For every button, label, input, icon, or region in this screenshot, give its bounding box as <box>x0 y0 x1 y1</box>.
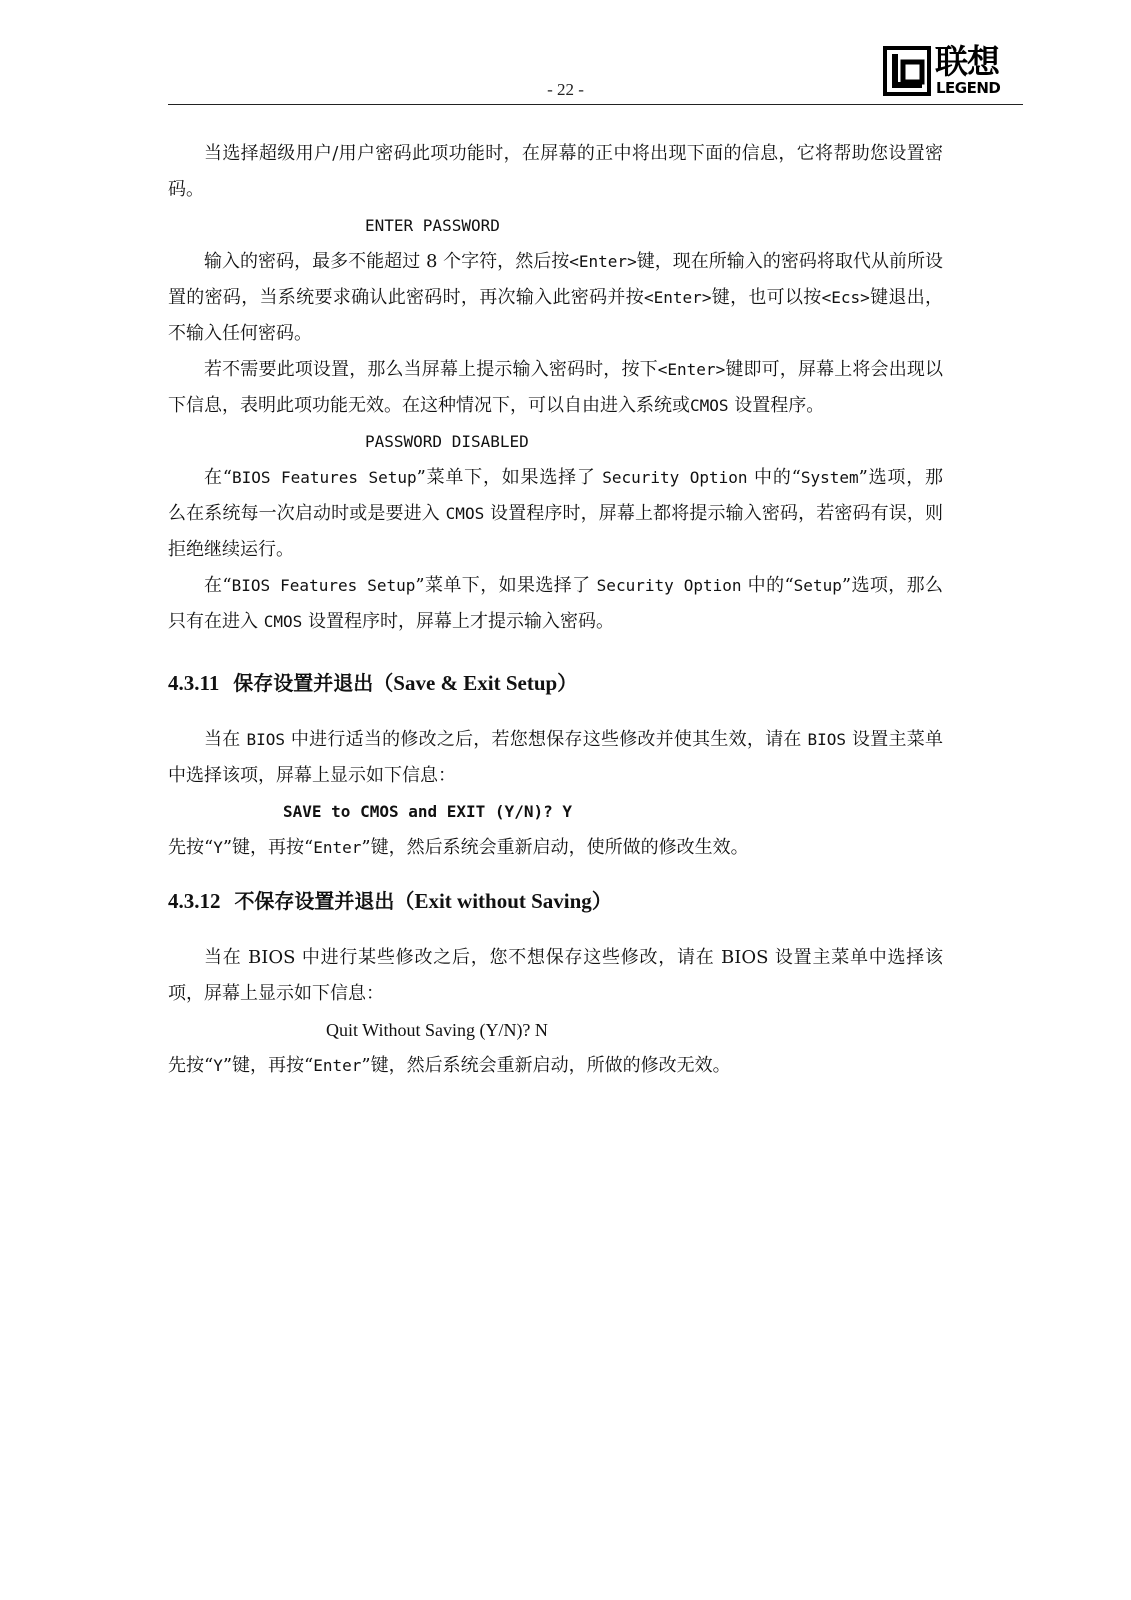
enter-password-message: ENTER PASSWORD <box>365 216 500 235</box>
paragraph: 当选择超级用户/用户密码此项功能时，在屏幕的正中将出现下面的信息，它将帮助您设置密码。 <box>168 143 943 200</box>
legend-logo <box>883 42 1023 100</box>
paragraph: 输入的密码，最多不能超过 8 个字符，然后按<Enter>键，现在所输入的密码将取代从前所设置的密码，当系统要求确认此密码时，再次输入此密码并按<Enter>键，也可以按<Ecs>键退出，不输入任何密码。 <box>168 251 944 344</box>
header-rule <box>168 104 1023 105</box>
paragraph: 先按“Y”键，再按“Enter”键，然后系统会重新启动，所做的修改无效。 <box>168 1055 731 1076</box>
section-heading-4-3-11: 4.3.11 保存设置并退出（Save & Exit Setup） <box>168 671 578 695</box>
save-exit-message: SAVE to CMOS and EXIT (Y/N)? Y <box>283 802 572 821</box>
paragraph: 在“BIOS Features Setup”菜单下，如果选择了 Security Option 中的“System”选项，那么在系统每一次启动时或是要进入 CMOS 设置程序时，屏幕上都将提示输入密码，若密码有误，则拒绝继续运行。 <box>168 467 943 560</box>
password-disabled-message: PASSWORD DISABLED <box>365 432 529 451</box>
legend-logo-mark-icon <box>883 46 931 96</box>
paragraph: 先按“Y”键，再按“Enter”键，然后系统会重新启动，使所做的修改生效。 <box>168 837 749 858</box>
page-number: - 22 - <box>547 80 584 99</box>
paragraph: 当在 BIOS 中进行某些修改之后，您不想保存这些修改，请在 BIOS 设置主菜单中选择该项，屏幕上显示如下信息： <box>168 947 943 1004</box>
logo-english-text: LEGEND <box>936 79 1001 97</box>
paragraph: 在“BIOS Features Setup”菜单下，如果选择了 Security Option 中的“Setup”选项，那么只有在进入 CMOS 设置程序时，屏幕上才提示输入密码。 <box>168 575 944 632</box>
document-body <box>168 136 943 1084</box>
quit-without-saving-message: Quit Without Saving (Y/N)? N <box>326 1020 548 1040</box>
logo-chinese-text: 联想 <box>935 42 999 81</box>
paragraph: 当在 BIOS 中进行适当的修改之后，若您想保存这些修改并使其生效，请在 BIOS 设置主菜单中选择该项，屏幕上显示如下信息： <box>168 729 943 786</box>
paragraph: 若不需要此项设置，那么当屏幕上提示输入密码时，按下<Enter>键即可，屏幕上将会出现以下信息，表明此项功能无效。在这种情况下，可以自由进入系统或CMOS 设置程序。 <box>168 359 944 416</box>
section-heading-4-3-12: 4.3.12 不保存设置并退出（Exit without Saving） <box>168 889 612 913</box>
